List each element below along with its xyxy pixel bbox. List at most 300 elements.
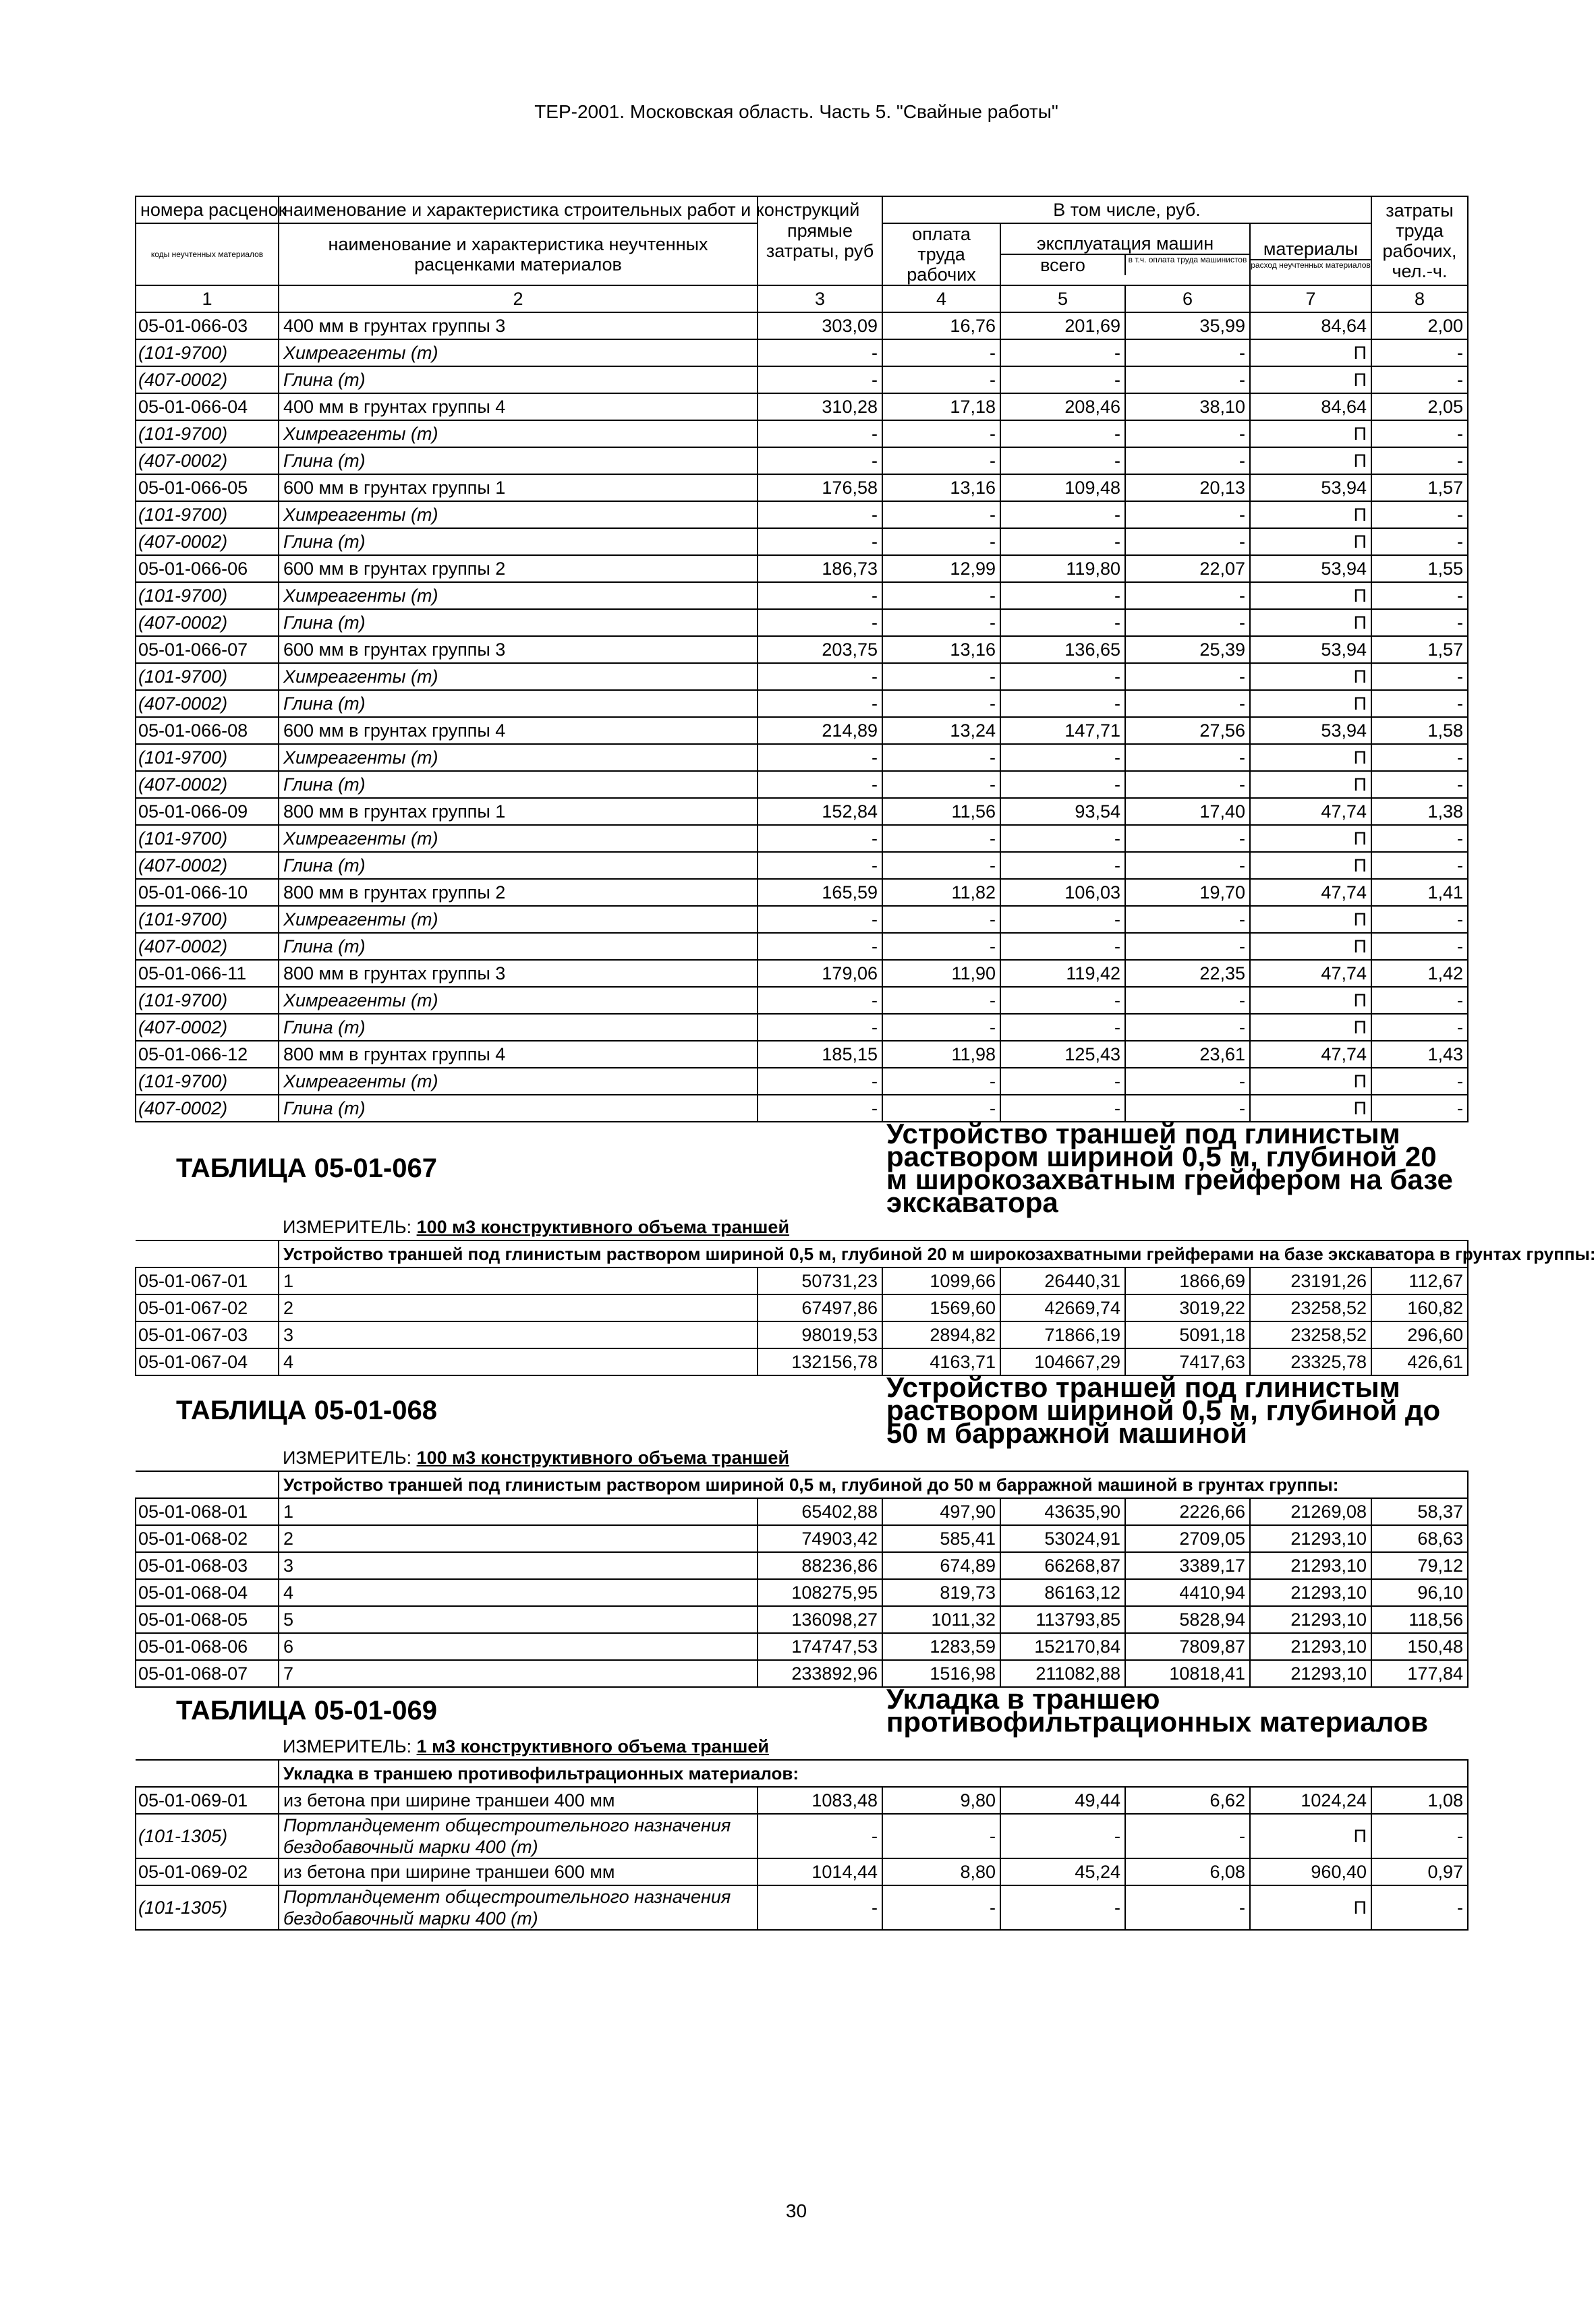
rate-code-cell: 05-01-066-09 [136, 798, 279, 825]
machines-cost-cell: 136,65 [1000, 636, 1125, 663]
work-name-cell: 7 [279, 1660, 758, 1687]
material-row [136, 663, 1468, 690]
direct-cost-cell: 174747,53 [758, 1633, 882, 1660]
material-name-cell: Химреагенты (т) [279, 825, 758, 852]
material-row [136, 906, 1468, 933]
direct-cost-cell: 136098,27 [758, 1606, 882, 1633]
table-subheading: Укладка в траншею противофильтрационных материалов: [279, 1760, 1468, 1787]
machines-cost-cell: 106,03 [1000, 879, 1125, 906]
empty-value-cell: - [758, 690, 882, 717]
empty-value-cell: - [1371, 1014, 1468, 1041]
work-name-cell: 2 [279, 1294, 758, 1321]
col-materials-header [1250, 223, 1371, 285]
material-code-cell: (101-9700) [136, 420, 279, 447]
direct-cost-cell: 303,09 [758, 312, 882, 339]
empty-value-cell: - [1125, 744, 1250, 771]
direct-cost-cell: 74903,42 [758, 1525, 882, 1552]
rate-code-cell: 05-01-066-05 [136, 474, 279, 501]
rate-code-cell: 05-01-068-05 [136, 1606, 279, 1633]
empty-value-cell: - [758, 609, 882, 636]
table-row [136, 1579, 1468, 1606]
material-code-cell: (407-0002) [136, 366, 279, 393]
machines-cost-cell: 66268,87 [1000, 1552, 1125, 1579]
empty-value-cell: - [758, 339, 882, 366]
work-name-cell: 600 мм в грунтах группы 4 [279, 717, 758, 744]
empty-value-cell: - [1000, 528, 1125, 555]
table-row [136, 636, 1468, 663]
work-name-cell: 1 [279, 1498, 758, 1525]
empty-value-cell: - [882, 1814, 1000, 1858]
empty-value-cell: - [1125, 1068, 1250, 1095]
empty-value-cell: - [758, 744, 882, 771]
empty-value-cell: - [882, 1885, 1000, 1930]
empty-value-cell: - [1371, 744, 1468, 771]
empty-value-cell: - [758, 366, 882, 393]
table-row [136, 1552, 1468, 1579]
labor-hours-cell: 2,05 [1371, 393, 1468, 420]
table-row [136, 1267, 1468, 1294]
material-code-cell: (101-9700) [136, 582, 279, 609]
empty-value-cell: - [1000, 690, 1125, 717]
table-title: Устройство траншей под глинистым раствором шириной 0,5 м, глубиной до 50 м барражной машиной [886, 1371, 1441, 1449]
rate-code-cell: 05-01-069-02 [136, 1858, 279, 1885]
material-code-cell: (101-9700) [136, 744, 279, 771]
material-name-cell: Глина (т) [279, 1014, 758, 1041]
empty-value-cell: - [758, 906, 882, 933]
machinist-labor-cell: 3389,17 [1125, 1552, 1250, 1579]
material-row [136, 582, 1468, 609]
material-name-cell: Химреагенты (т) [279, 744, 758, 771]
empty-value-cell: - [1371, 933, 1468, 960]
labor-cost-cell: 12,99 [882, 555, 1000, 582]
work-name-cell: 600 мм в грунтах группы 3 [279, 636, 758, 663]
materials-mark-cell: П [1250, 528, 1371, 555]
direct-cost-cell: 98019,53 [758, 1321, 882, 1348]
empty-value-cell: - [1125, 825, 1250, 852]
empty-value-cell: - [1000, 582, 1125, 609]
labor-hours-cell: 1,41 [1371, 879, 1468, 906]
empty-value-cell: - [882, 1095, 1000, 1122]
col-material-name-header: наименование и характеристика неучтенных расценками материалов [279, 223, 758, 285]
materials-cost-cell: 47,74 [1250, 1041, 1371, 1068]
empty-value-cell: - [1371, 987, 1468, 1014]
materials-cost-cell: 960,40 [1250, 1858, 1371, 1885]
machines-cost-cell: 152170,84 [1000, 1633, 1125, 1660]
machinist-labor-cell: 4410,94 [1125, 1579, 1250, 1606]
empty-value-cell: - [1125, 690, 1250, 717]
empty-value-cell: - [882, 933, 1000, 960]
materials-cost-cell: 23258,52 [1250, 1294, 1371, 1321]
materials-mark-cell: П [1250, 447, 1371, 474]
machines-cost-cell: 147,71 [1000, 717, 1125, 744]
labor-cost-cell: 8,80 [882, 1858, 1000, 1885]
empty-value-cell: - [1371, 690, 1468, 717]
machinist-labor-cell: 23,61 [1125, 1041, 1250, 1068]
col-name-header: наименование и характеристика строительных работ и конструкций [279, 196, 758, 223]
direct-cost-cell: 179,06 [758, 960, 882, 987]
table-row [136, 879, 1468, 906]
work-name-cell: 5 [279, 1606, 758, 1633]
work-name-cell: 800 мм в грунтах группы 4 [279, 1041, 758, 1068]
material-name-cell: Глина (т) [279, 933, 758, 960]
materials-mark-cell: П [1250, 933, 1371, 960]
empty-value-cell: - [1371, 420, 1468, 447]
materials-cost-cell: 21293,10 [1250, 1579, 1371, 1606]
empty-value-cell: - [1125, 501, 1250, 528]
labor-hours-cell: 150,48 [1371, 1633, 1468, 1660]
materials-mark-cell: П [1250, 906, 1371, 933]
materials-cost-cell: 21293,10 [1250, 1633, 1371, 1660]
material-name-cell: Глина (т) [279, 1095, 758, 1122]
labor-cost-cell: 11,90 [882, 960, 1000, 987]
empty-value-cell: - [882, 690, 1000, 717]
materials-mark-cell: П [1250, 1068, 1371, 1095]
measure-unit: ИЗМЕРИТЕЛЬ: 1 м3 конструктивного объема траншей [279, 1734, 1468, 1760]
rate-code-cell: 05-01-066-06 [136, 555, 279, 582]
machines-cost-cell: 49,44 [1000, 1787, 1125, 1814]
material-name-cell: Глина (т) [279, 690, 758, 717]
material-row [136, 933, 1468, 960]
measure-unit: ИЗМЕРИТЕЛЬ: 100 м3 конструктивного объема траншей [279, 1214, 1468, 1240]
material-code-cell: (101-9700) [136, 501, 279, 528]
direct-cost-cell: 233892,96 [758, 1660, 882, 1687]
machinist-labor-cell: 10818,41 [1125, 1660, 1250, 1687]
table-05-01-066-rows [136, 312, 1468, 1122]
material-code-cell: (101-9700) [136, 663, 279, 690]
empty-value-cell: - [758, 447, 882, 474]
table-row [136, 1041, 1468, 1068]
materials-cost-cell: 47,74 [1250, 798, 1371, 825]
empty-value-cell: - [758, 1814, 882, 1858]
table-05-01-068-rows [136, 1498, 1468, 1687]
empty-value-cell: - [882, 339, 1000, 366]
table-row [136, 1660, 1468, 1687]
empty-value-cell: - [1125, 447, 1250, 474]
table-row [136, 1525, 1468, 1552]
materials-cost-cell: 23325,78 [1250, 1348, 1371, 1375]
materials-cost-cell: 53,94 [1250, 717, 1371, 744]
empty-value-cell: - [758, 1095, 882, 1122]
table-row [136, 1321, 1468, 1348]
machinist-labor-cell: 35,99 [1125, 312, 1250, 339]
empty-value-cell: - [1000, 852, 1125, 879]
material-code-cell: (101-9700) [136, 906, 279, 933]
empty-value-cell: - [1125, 1095, 1250, 1122]
table-05-01-069-rows [136, 1787, 1468, 1930]
direct-cost-cell: 203,75 [758, 636, 882, 663]
material-row [136, 420, 1468, 447]
empty-value-cell: - [1371, 1068, 1468, 1095]
materials-cost-cell: 84,64 [1250, 393, 1371, 420]
material-code-cell: (101-9700) [136, 987, 279, 1014]
empty-value-cell: - [758, 1885, 882, 1930]
table-row [136, 798, 1468, 825]
work-name-cell: 3 [279, 1321, 758, 1348]
empty-value-cell: - [882, 582, 1000, 609]
rate-code-cell: 05-01-066-04 [136, 393, 279, 420]
material-name-cell: Химреагенты (т) [279, 1068, 758, 1095]
col-group-header: В том числе, руб. [882, 196, 1371, 223]
material-row [136, 987, 1468, 1014]
material-row [136, 609, 1468, 636]
empty-value-cell: - [1125, 339, 1250, 366]
materials-group-label: материалы [1263, 239, 1359, 259]
empty-value-cell: - [882, 1014, 1000, 1041]
empty-value-cell: - [882, 1068, 1000, 1095]
empty-value-cell: - [1371, 1814, 1468, 1858]
labor-cost-cell: 11,98 [882, 1041, 1000, 1068]
machinist-labor-cell: 25,39 [1125, 636, 1250, 663]
material-code-cell: (407-0002) [136, 1014, 279, 1041]
material-code-cell: (407-0002) [136, 1095, 279, 1122]
rate-code-cell: 05-01-066-03 [136, 312, 279, 339]
empty-value-cell: - [1000, 906, 1125, 933]
table-subheading: Устройство траншей под глинистым раствором шириной 0,5 м, глубиной 20 м широкозахватными грейферами на базе экскаватора в грунтах группы: [279, 1240, 1468, 1267]
empty-value-cell: - [1371, 663, 1468, 690]
material-name-cell: Химреагенты (т) [279, 582, 758, 609]
work-name-cell: из бетона при ширине траншеи 600 мм [279, 1858, 758, 1885]
rate-code-cell: 05-01-068-01 [136, 1498, 279, 1525]
machines-cost-cell: 86163,12 [1000, 1579, 1125, 1606]
column-number: 6 [1125, 285, 1250, 312]
empty-value-cell: - [758, 582, 882, 609]
materials-cost-cell: 53,94 [1250, 474, 1371, 501]
empty-value-cell: - [758, 501, 882, 528]
labor-hours-cell: 68,63 [1371, 1525, 1468, 1552]
material-row [136, 825, 1468, 852]
empty-value-cell: - [882, 744, 1000, 771]
table-label: ТАБЛИЦА 05-01-068 [176, 1396, 437, 1425]
empty-value-cell: - [1000, 987, 1125, 1014]
labor-hours-cell: 1,43 [1371, 1041, 1468, 1068]
rate-code-cell: 05-01-067-04 [136, 1348, 279, 1375]
material-row [136, 339, 1468, 366]
materials-cost-cell: 47,74 [1250, 879, 1371, 906]
rate-code-cell: 05-01-068-04 [136, 1579, 279, 1606]
labor-cost-cell: 1011,32 [882, 1606, 1000, 1633]
empty-value-cell: - [1125, 933, 1250, 960]
machinist-labor-cell: 6,62 [1125, 1787, 1250, 1814]
empty-value-cell: - [1125, 582, 1250, 609]
labor-hours-cell: 1,42 [1371, 960, 1468, 987]
machinist-labor-cell: 2709,05 [1125, 1525, 1250, 1552]
empty-value-cell: - [758, 663, 882, 690]
labor-hours-cell: 177,84 [1371, 1660, 1468, 1687]
material-name-cell: Химреагенты (т) [279, 339, 758, 366]
material-row [136, 771, 1468, 798]
rate-code-cell: 05-01-068-06 [136, 1633, 279, 1660]
machinist-labor-cell: 7417,63 [1125, 1348, 1250, 1375]
empty-value-cell: - [758, 933, 882, 960]
direct-cost-cell: 88236,86 [758, 1552, 882, 1579]
labor-hours-cell: 118,56 [1371, 1606, 1468, 1633]
table-row [136, 474, 1468, 501]
material-name-cell: Химреагенты (т) [279, 906, 758, 933]
empty-value-cell: - [1125, 852, 1250, 879]
empty-value-cell: - [758, 528, 882, 555]
rate-code-cell: 05-01-067-03 [136, 1321, 279, 1348]
labor-hours-cell: 2,00 [1371, 312, 1468, 339]
column-number: 1 [136, 285, 279, 312]
materials-mark-cell: П [1250, 690, 1371, 717]
labor-cost-cell: 13,16 [882, 636, 1000, 663]
material-row [136, 1014, 1468, 1041]
material-code-cell: (407-0002) [136, 933, 279, 960]
labor-cost-cell: 585,41 [882, 1525, 1000, 1552]
table-row [136, 1498, 1468, 1525]
direct-cost-cell: 50731,23 [758, 1267, 882, 1294]
material-code-cell: (407-0002) [136, 609, 279, 636]
machines-group-label: эксплуатация машин [1036, 233, 1214, 254]
rate-code-cell: 05-01-069-01 [136, 1787, 279, 1814]
materials-cost-cell: 53,94 [1250, 555, 1371, 582]
work-name-cell: 3 [279, 1552, 758, 1579]
empty-value-cell: - [1125, 1814, 1250, 1858]
empty-value-cell: - [882, 987, 1000, 1014]
table-row [136, 1606, 1468, 1633]
empty-value-cell: - [882, 609, 1000, 636]
empty-value-cell: - [1371, 501, 1468, 528]
column-number: 4 [882, 285, 1000, 312]
table-row [136, 393, 1468, 420]
machines-cost-cell: 71866,19 [1000, 1321, 1125, 1348]
machinist-labor-cell: 5091,18 [1125, 1321, 1250, 1348]
work-name-cell: 600 мм в грунтах группы 1 [279, 474, 758, 501]
material-code-cell: (101-9700) [136, 1068, 279, 1095]
empty-value-cell: - [1000, 744, 1125, 771]
table-row [136, 1787, 1468, 1814]
empty-value-cell: - [758, 1068, 882, 1095]
empty-value-cell: - [1000, 447, 1125, 474]
material-code-cell: (407-0002) [136, 690, 279, 717]
table-label: ТАБЛИЦА 05-01-067 [176, 1153, 437, 1183]
direct-cost-cell: 165,59 [758, 879, 882, 906]
empty-value-cell: - [882, 771, 1000, 798]
rate-code-cell: 05-01-067-02 [136, 1294, 279, 1321]
direct-cost-cell: 310,28 [758, 393, 882, 420]
empty-value-cell: - [1371, 366, 1468, 393]
labor-cost-cell: 674,89 [882, 1552, 1000, 1579]
labor-hours-cell: 1,57 [1371, 474, 1468, 501]
labor-hours-cell: 1,58 [1371, 717, 1468, 744]
machines-cost-cell: 53024,91 [1000, 1525, 1125, 1552]
column-number: 7 [1250, 285, 1371, 312]
empty-value-cell: - [1125, 987, 1250, 1014]
labor-cost-cell: 9,80 [882, 1787, 1000, 1814]
work-name-cell: 1 [279, 1267, 758, 1294]
material-row [136, 1814, 1468, 1858]
labor-hours-cell: 96,10 [1371, 1579, 1468, 1606]
column-number: 3 [758, 285, 882, 312]
col-labor-header: оплата труда рабочих [882, 223, 1000, 285]
empty-value-cell: - [1000, 1014, 1125, 1041]
empty-value-cell: - [758, 825, 882, 852]
materials-cost-cell: 21293,10 [1250, 1525, 1371, 1552]
rate-code-cell: 05-01-066-08 [136, 717, 279, 744]
machines-cost-cell: 109,48 [1000, 474, 1125, 501]
empty-value-cell: - [1371, 528, 1468, 555]
labor-hours-cell: 1,38 [1371, 798, 1468, 825]
material-row [136, 366, 1468, 393]
machines-cost-cell: 43635,90 [1000, 1498, 1125, 1525]
rates-table [135, 196, 1596, 1931]
machinist-labor-cell: 38,10 [1125, 393, 1250, 420]
empty-value-cell: - [1125, 906, 1250, 933]
material-code-cell: (407-0002) [136, 771, 279, 798]
empty-value-cell: - [1371, 339, 1468, 366]
col-machines-total-header: всего [1001, 255, 1126, 275]
empty-value-cell: - [1000, 933, 1125, 960]
material-name-cell: Глина (т) [279, 366, 758, 393]
table-row [136, 1633, 1468, 1660]
material-name-cell: Химреагенты (т) [279, 501, 758, 528]
empty-value-cell: - [882, 852, 1000, 879]
labor-cost-cell: 497,90 [882, 1498, 1000, 1525]
material-row [136, 528, 1468, 555]
materials-mark-cell: П [1250, 582, 1371, 609]
machinist-labor-cell: 2226,66 [1125, 1498, 1250, 1525]
page-number: 30 [785, 2200, 807, 2221]
empty-value-cell: - [1000, 339, 1125, 366]
materials-mark-cell: П [1250, 501, 1371, 528]
section-05-01-068 [136, 1371, 1468, 1498]
labor-cost-cell: 11,56 [882, 798, 1000, 825]
table-row [136, 717, 1468, 744]
empty-value-cell: - [1000, 663, 1125, 690]
material-name-cell: Химреагенты (т) [279, 420, 758, 447]
rate-code-cell: 05-01-068-02 [136, 1525, 279, 1552]
table-title: Укладка в траншею противофильтрационных материалов [886, 1683, 1429, 1738]
table-row [136, 960, 1468, 987]
direct-cost-cell: 214,89 [758, 717, 882, 744]
empty-value-cell: - [882, 528, 1000, 555]
empty-value-cell: - [882, 420, 1000, 447]
empty-value-cell: - [1000, 771, 1125, 798]
material-row [136, 852, 1468, 879]
measure-unit: ИЗМЕРИТЕЛЬ: 100 м3 конструктивного объема траншей [279, 1445, 1468, 1471]
empty-value-cell: - [1371, 852, 1468, 879]
rate-code-cell: 05-01-066-10 [136, 879, 279, 906]
labor-cost-cell: 819,73 [882, 1579, 1000, 1606]
work-name-cell: 800 мм в грунтах группы 1 [279, 798, 758, 825]
table-row [136, 312, 1468, 339]
machines-cost-cell: 45,24 [1000, 1858, 1125, 1885]
empty-value-cell: - [882, 825, 1000, 852]
machinist-labor-cell: 20,13 [1125, 474, 1250, 501]
direct-cost-cell: 132156,78 [758, 1348, 882, 1375]
machines-cost-cell: 113793,85 [1000, 1606, 1125, 1633]
machines-cost-cell: 211082,88 [1000, 1660, 1125, 1687]
materials-cost-cell: 23258,52 [1250, 1321, 1371, 1348]
empty-value-cell: - [1125, 771, 1250, 798]
machinist-labor-cell: 22,35 [1125, 960, 1250, 987]
table-row [136, 1294, 1468, 1321]
machinist-labor-cell: 19,70 [1125, 879, 1250, 906]
work-name-cell: 400 мм в грунтах группы 3 [279, 312, 758, 339]
empty-value-cell: - [758, 771, 882, 798]
empty-value-cell: - [1000, 1095, 1125, 1122]
direct-cost-cell: 176,58 [758, 474, 882, 501]
material-name-cell: Портландцемент общестроительного назначения бездобавочный марки 400 (т) [279, 1885, 758, 1930]
materials-mark-cell: П [1250, 609, 1371, 636]
empty-value-cell: - [1125, 366, 1250, 393]
table-title: Устройство траншей под глинистым раствором шириной 0,5 м, глубиной 20 м широкозахватным грейфером на базе экскаватора [886, 1118, 1453, 1218]
section-05-01-067 [136, 1118, 1596, 1267]
empty-value-cell: - [758, 1014, 882, 1041]
labor-cost-cell: 13,16 [882, 474, 1000, 501]
labor-cost-cell: 1516,98 [882, 1660, 1000, 1687]
material-name-cell: Химреагенты (т) [279, 987, 758, 1014]
